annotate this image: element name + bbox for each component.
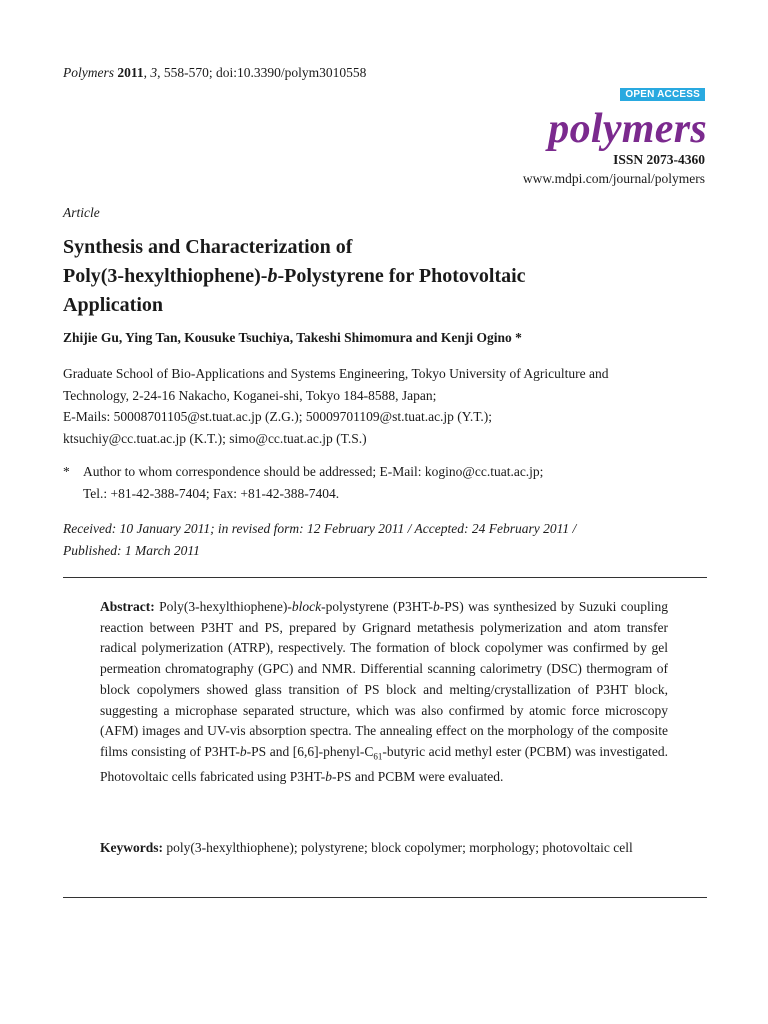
abstract-text-3: -polystyrene (P3HT- — [321, 599, 433, 614]
citation-line: Polymers 2011, 3, 558-570; doi:10.3390/polym3010558 — [63, 65, 367, 80]
abstract-italic-b-1: b — [433, 599, 440, 614]
title-line-2 — [63, 262, 703, 291]
affiliation-line-2: Technology, 2-24-16 Nakacho, Koganei-shi, Tokyo 184-8588, Japan; — [63, 387, 437, 403]
keywords-text: poly(3-hexylthiophene); polystyrene; block copolymer; morphology; photovoltaic cell — [163, 840, 633, 855]
journal-url[interactable]: www.mdpi.com/journal/polymers — [522, 171, 705, 186]
author-list: Zhijie Gu, Ying Tan, Kousuke Tsuchiya, Takeshi Shimomura and Kenji Ogino * — [63, 330, 522, 345]
divider-top — [63, 577, 707, 578]
abstract-text-5: -PS) was synthesized by Suzuki coupling reaction between P3HT and PS, prepared by Grignard metathesis polymerization and atom transfer radical polymerization (ATRP), respectively. The formation of block copolymer was confirmed by gel permeation chromatography (GPC) and NMR. Differential scanning calorimetry (DSC) thermogram of block copolymers showed glass transition of PS block and melting/crystallization of P3HT block, suggesting a microphase separated structure, which was also confirmed by atomic force microscopy (AFM) images and UV-vis absorption spectra. The annealing effect on the morphology of the composite films consisting of P3HT- — [100, 599, 668, 759]
affiliation — [63, 363, 703, 449]
citation-doi[interactable]: , 558-570; doi:10.3390/polym3010558 — [157, 65, 367, 80]
abstract-text-11: -PS and PCBM were evaluated. — [331, 769, 504, 785]
citation-year: 2011 — [117, 65, 144, 80]
journal-logo: polymers — [548, 106, 707, 152]
abstract-subscript-61: 61 — [373, 751, 383, 762]
abstract — [100, 597, 668, 788]
article-type: Article — [63, 205, 100, 220]
open-access-badge: OPEN ACCESS — [620, 88, 705, 101]
title-part-b: b — [267, 265, 278, 287]
citation-journal: Polymers — [63, 65, 114, 80]
publication-dates — [63, 518, 708, 561]
abstract-text-1: Poly(3-hexylthiophene)- — [154, 599, 292, 614]
corr-line-2: Tel.: +81-42-388-7404; Fax: +81-42-388-7404. — [83, 485, 340, 501]
paper-title — [63, 233, 703, 320]
abstract-label: Abstract: — [100, 599, 155, 614]
title-part-a: Poly(3-hexylthiophene)- — [63, 265, 268, 287]
emails-line-1[interactable]: E-Mails: 50008701105@st.tuat.ac.jp (Z.G.); 50009701109@st.tuat.ac.jp (Y.T.); — [63, 409, 493, 424]
abstract-italic-b-2: b — [239, 743, 247, 759]
abstract-text-9: -butyric acid methyl ester (PCBM) was investigated. Photovoltaic cells fabricated using P3HT- — [100, 743, 669, 785]
abstract-italic-block: block — [291, 599, 322, 614]
correspondence — [63, 461, 543, 504]
citation-volume: 3 — [150, 65, 158, 80]
abstract-italic-b-3: b — [325, 769, 332, 785]
affiliation-line-1: Graduate School of Bio-Applications and Systems Engineering, Tokyo University of Agriculture and — [63, 366, 609, 381]
keywords — [100, 838, 668, 859]
keywords-label: Keywords: — [100, 840, 163, 855]
title-part-c: -Polystyrene for Photovoltaic — [277, 265, 526, 287]
corr-line-1[interactable]: Author to whom correspondence should be addressed; E-Mail: kogino@cc.tuat.ac.jp; — [83, 464, 544, 479]
title-line-3: Application — [63, 294, 164, 316]
issn: ISSN 2073-4360 — [613, 152, 705, 167]
divider-bottom — [63, 897, 707, 898]
emails-line-2[interactable]: ktsuchiy@cc.tuat.ac.jp (K.T.); simo@cc.tuat.ac.jp (T.S.) — [63, 430, 367, 446]
dates-line-2: Published: 1 March 2011 — [63, 542, 200, 558]
dates-line-1: Received: 10 January 2011; in revised form: 12 February 2011 / Accepted: 24 February 2011 / — [63, 521, 577, 536]
abstract-text-7: -PS and [6,6]-phenyl-C — [246, 743, 374, 759]
title-line-1: Synthesis and Characterization of — [63, 236, 353, 258]
corr-star: * — [63, 464, 70, 479]
